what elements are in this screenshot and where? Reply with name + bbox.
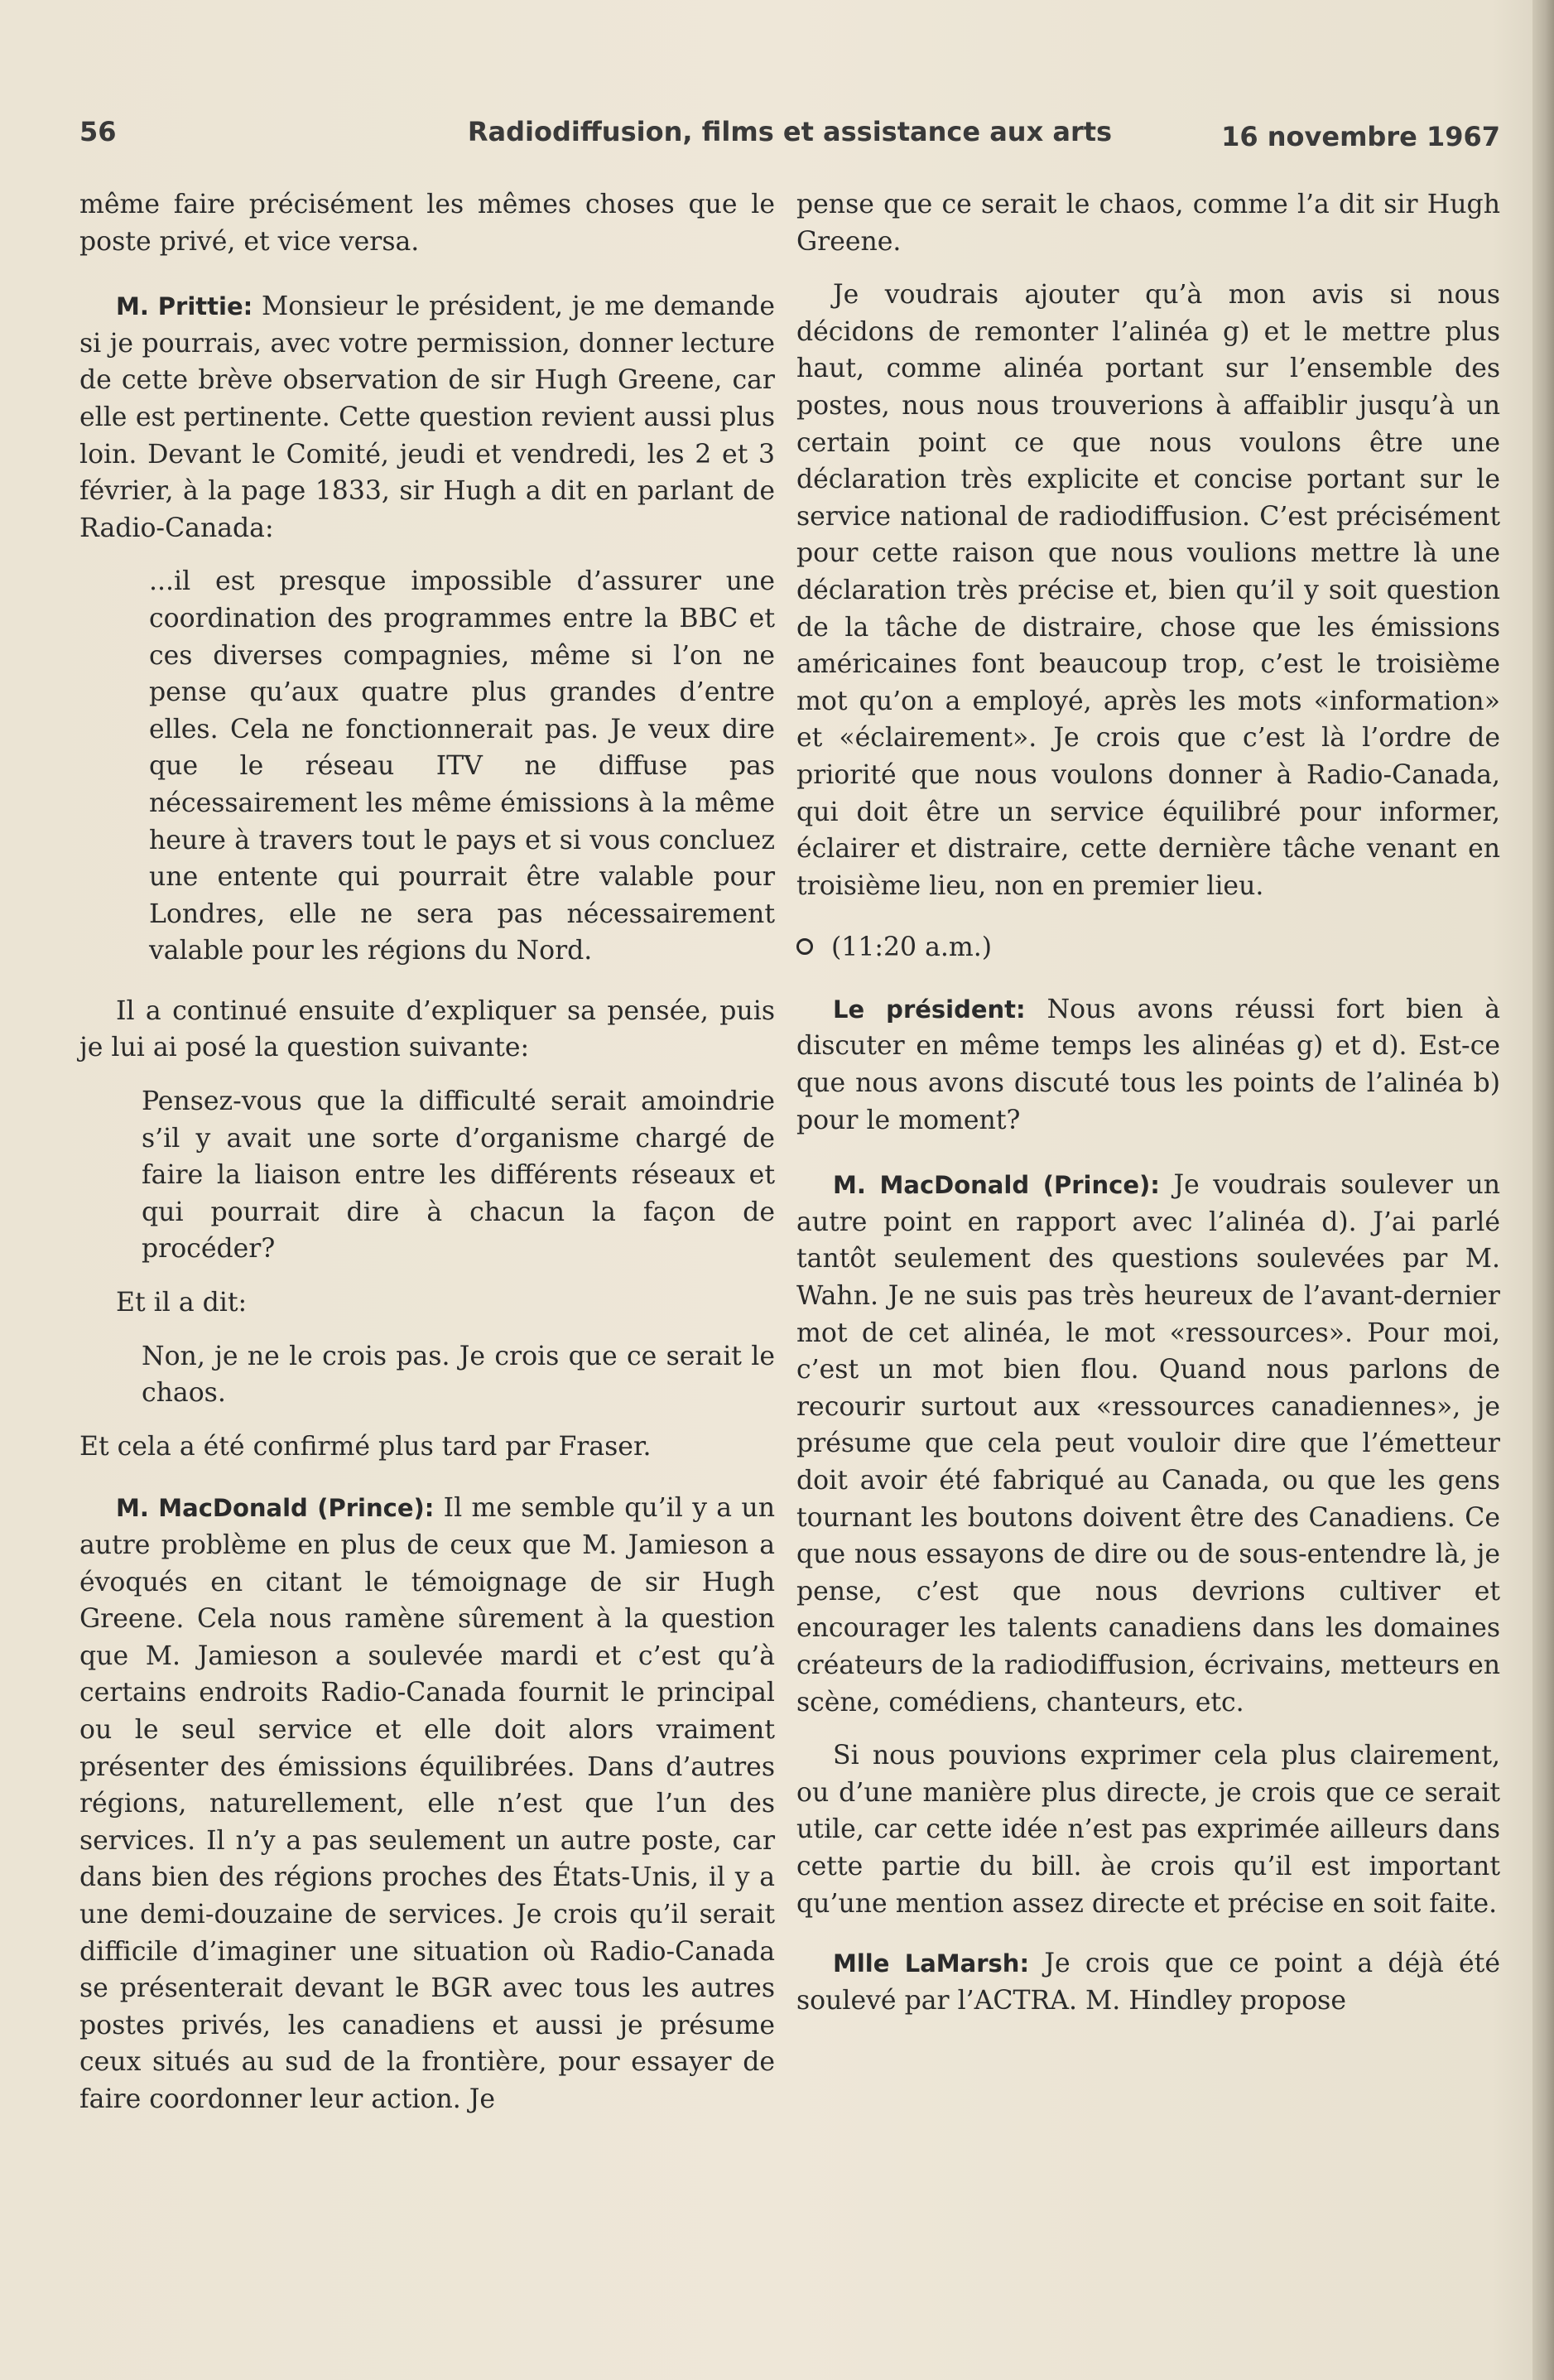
speech-text: Je voudrais soulever un autre point en rapport avec l’alinéa d). J’ai parlé tantôt seulement des questions soulevées par M. Wahn. Je ne suis pas très heureux de l’avant-dernier mot de cet alinéa, le mot «ressources». Pour moi, c’est un mot bien flou. Quand nous parlons de recourir surtout aux «ressources canadiennes», je présume que cela peut vouloir dire que l’émetteur doit avoir été fabriqué au Canada, ou que les gens tournant les boutons doivent être des Canadiens. Ce que nous essayons de dire ou de sous-entendre là, je pense, c’est que nous devrions cultiver et encourager les talents canadiens dans les domaines créateurs de la radiodiffusion, écrivains, metteurs en scène, comédiens, chanteurs, etc. xyxy=(796,1170,1500,1718)
page-number: 56 xyxy=(79,116,117,147)
block-quote: Non, je ne le crois pas. Je crois que ce serait le chaos. xyxy=(142,1341,775,1409)
speech-text: Monsieur le président, je me demande si je pourrais, avec votre permission, donner lecture de cette brève observation de sir Hugh Greene, car elle est pertinente. Cette question revient aussi plus loin. Devant le Comité, jeudi et vendredi, les 2 et 3 février, à la page 1833, sir Hugh a dit en parlant de Radio-Canada: xyxy=(79,291,775,543)
speaker-name: Le président: xyxy=(833,995,1026,1024)
speech-text: Je crois que ce point a déjà été soulevé par l’ACTRA. M. Hindley propose xyxy=(796,1949,1500,2016)
paragraph: Je voudrais ajouter qu’à mon avis si nous décidons de remonter l’alinéa g) et le mettre plus haut, comme alinéa portant sur l’ensemble des postes, nous nous trouverions à affaiblir jusqu’à un certain point ce que nous voulons être une déclaration très explicite et concise portant sur le service national de radiodiffusion. C’est précisément pour cette raison que nous voulions mettre là une déclaration très précise et, bien qu’il y soit question de la tâche de distraire, chose que les émissions américaines font beaucoup trop, c’est le troisième mot qu’on a employé, après les mots «information» et «éclairement». Je crois que c’est là l’ordre de priorité que nous voulons donner à Radio-Canada, qui doit être un service équilibré pour informer, éclairer et distraire, cette dernière tâche venant en troisième lieu, non en premier lieu. xyxy=(796,280,1500,901)
speech-text: Nous avons réussi fort bien à discuter en même temps les alinéas g) et d). Est-ce que nous avons discuté tous les points de l’alinéa b) pour le moment? xyxy=(796,994,1500,1135)
right-column xyxy=(796,186,1500,2036)
paragraph xyxy=(79,288,775,547)
speaker-name: M. MacDonald (Prince): xyxy=(833,1171,1160,1200)
paragraph: Si nous pouvions exprimer cela plus clairement, ou d’une manière plus directe, je crois que ce serait utile, car cette idée n’est pas exprimée ailleurs dans cette partie du bill. àe crois qu’il est important qu’une mention assez directe et précise en soit faite. xyxy=(796,1741,1500,1919)
speaker-name: M. MacDonald (Prince): xyxy=(116,1494,435,1523)
paragraph: pense que ce serait le chaos, comme l’a dit sir Hugh Greene. xyxy=(796,190,1500,257)
paragraph: même faire précisément les mêmes choses que le poste privé, et vice versa. xyxy=(79,190,775,257)
running-title: Radiodiffusion, films et assistance aux arts xyxy=(467,116,1113,147)
paragraph xyxy=(796,1945,1500,2019)
paragraph: Et cela a été confirmé plus tard par Fraser. xyxy=(79,1431,652,1462)
speech-text: Il me semble qu’il y a un autre problème en plus de ceux que M. Jamieson a évoqués en citant le témoignage de sir Hugh Greene. Cela nous ramène sûrement à la question que M. Jamieson a soulevée mardi et c’est qu’à certains endroits Radio-Canada fournit le principal ou le seul service et elle doit alors vraiment présenter des émissions équilibrées. Dans d’autres régions, naturellement, elle n’est que l’un des services. Il n’y a pas seulement un autre poste, car dans bien des régions proches des États-Unis, il y a une demi-douzaine de services. Je crois qu’il serait difficile d’imaginer une situation où Radio-Canada se présenterait devant le BGR avec tous les autres postes privés, les canadiens et aussi je présume ceux situés au sud de la frontière, pour essayer de faire coordonner leur action. Je xyxy=(79,1493,775,2114)
timestamp xyxy=(796,929,1500,966)
paragraph xyxy=(796,991,1500,1139)
block-quote: Pensez-vous que la difficulté serait amoindrie s’il y avait une sorte d’organisme chargé de faire la liaison entre les différents réseaux et qui pourrait dire à chacun la façon de procéder? xyxy=(142,1086,775,1265)
block-quote: ...il est presque impossible d’assurer une coordination des programmes entre la BBC et ces diverses compagnies, même si l’on ne pense qu’aux quatre plus grandes d’entre elles. Cela ne fonctionnerait pas. Je veux dire que le réseau ITV ne diffuse pas nécessairement les même émissions à la même heure à travers tout le pays et si vous concluez une entente qui pourrait être valable pour Londres, elle ne sera pas nécessairement valable pour les régions du Nord. xyxy=(149,566,775,966)
speaker-name: M. Prittie: xyxy=(116,292,253,321)
header-date: 16 novembre 1967 xyxy=(1221,121,1500,152)
running-header xyxy=(79,116,1500,157)
book-spine-edge xyxy=(1532,0,1554,2380)
paragraph xyxy=(796,1167,1500,1721)
paragraph: Il a continué ensuite d’expliquer sa pensée, puis je lui ai posé la question suivante: xyxy=(79,995,775,1063)
timestamp-text: (11:20 a.m.) xyxy=(831,932,993,963)
bullet-icon xyxy=(796,938,813,955)
left-column xyxy=(79,186,775,2135)
speaker-name: Mlle LaMarsh: xyxy=(833,1949,1030,1978)
paragraph: Et il a dit: xyxy=(116,1288,248,1318)
paragraph xyxy=(79,1490,775,2117)
